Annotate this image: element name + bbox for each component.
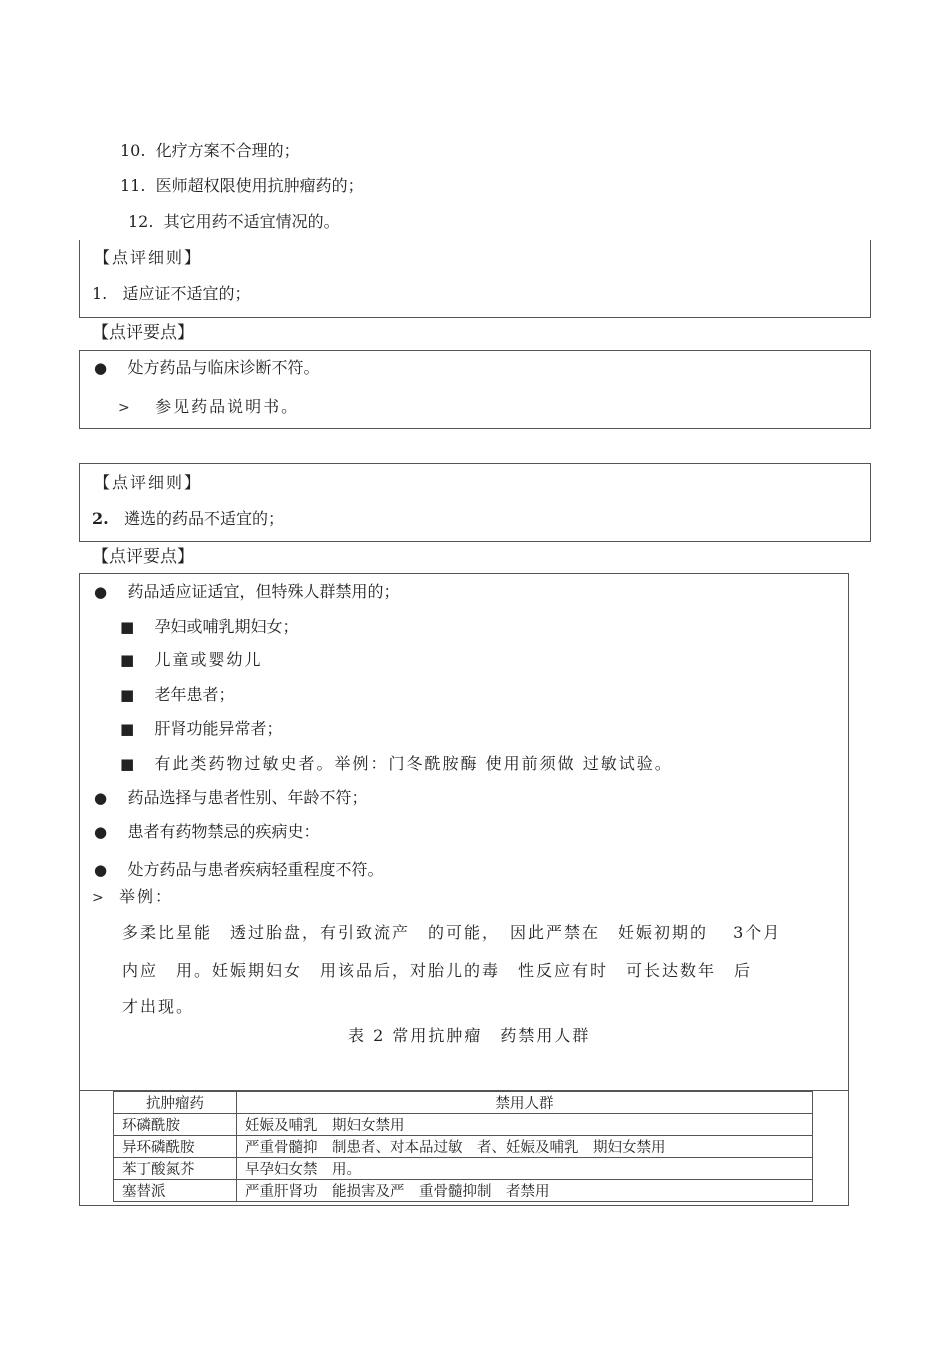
table-row [114,1158,813,1180]
bullet-text: 药品适应证适宜，但特殊人群禁用的； [127,582,400,601]
table-cell-drug: 异环磷酰胺 [114,1136,237,1158]
table-row [114,1136,813,1158]
table-cell-population: 严重肝肾功 能损害及严 重骨髓抑制 者禁用 [237,1180,813,1202]
box-border [870,240,871,318]
rule-number: 1. [92,284,108,303]
list-item-12 [128,209,340,232]
table-cell-drug: 环磷酰胺 [114,1114,237,1136]
table-cell-drug: 塞替派 [114,1180,237,1202]
sub-text: 老年患者； [154,685,235,704]
chevron-right-icon: > [118,400,130,416]
table-header-population: 禁用人群 [237,1092,813,1114]
black-circle-icon: ● [94,823,108,841]
table-cell-drug: 苯丁酸氮芥 [114,1158,237,1180]
black-circle-icon: ● [94,861,108,879]
bullet-item [94,819,319,842]
example-line: 多柔比星能 透过胎盘，有引致流产 的可能， 因此严禁在 妊娠初期的 3个月 [122,923,782,942]
list-item-11 [120,173,364,196]
chevron-right-icon: > [92,890,104,906]
bullet-text: 患者有药物禁忌的疾病史： [127,822,320,841]
list-text: 化疗方案不合理的； [155,141,300,160]
sub-item [120,751,673,774]
bullet-item [94,579,399,602]
black-square-icon: ■ [120,618,135,636]
rule-item [92,506,284,529]
list-number: 12. [128,212,154,231]
sub-item [120,682,235,705]
drug-table [113,1091,813,1202]
rule-item [92,281,251,304]
rule-text: 适应证不适宜的； [122,284,251,303]
bullet-item [94,857,383,880]
table-header-drug: 抗肿瘤药 [114,1092,237,1114]
table-cell-population: 早孕妇女禁 用。 [237,1158,813,1180]
black-circle-icon: ● [94,583,108,601]
rule-heading: 【点评细则】 [94,248,203,267]
black-square-icon: ■ [120,651,135,669]
table-caption: 表 2 常用抗肿瘤 药禁用人群 [348,1026,591,1045]
sub-text: 有此类药物过敏史者。举例：门冬酰胺酶 使用前须做 过敏试验。 [154,754,673,773]
sub-item [120,647,263,670]
box-border [79,240,80,318]
black-square-icon: ■ [120,720,135,738]
table-cell-population: 严重骨髓抑 制患者、对本品过敏 者、妊娠及哺乳 期妇女禁用 [237,1136,813,1158]
sub-text: 肝肾功能异常者； [154,719,283,738]
list-number: 11. [120,176,146,195]
sub-text: 孕妇或哺乳期妇女； [154,617,299,636]
table-row [114,1114,813,1136]
bullet-text: 处方药品与患者疾病轻重程度不符。 [127,860,384,879]
rule-heading: 【点评细则】 [94,473,203,492]
bullet-text: 药品选择与患者性别、年龄不符； [127,788,368,807]
black-square-icon: ■ [120,755,135,773]
black-circle-icon: ● [94,359,108,377]
black-square-icon: ■ [120,686,135,704]
example-label-text: 举例： [119,887,174,906]
example-label [92,884,173,907]
rule-text: 遴选的药品不适宜的； [123,509,284,528]
example-line: 才出现。 [122,997,195,1016]
sub-item [120,716,283,739]
list-item-10 [120,138,300,161]
sub-item [118,394,299,417]
box-border [79,317,871,318]
sub-item [120,614,299,637]
example-line: 内应 用。妊娠期妇女 用该品后，对胎儿的毒 性反应有时 可长达数年 后 [122,961,753,980]
bullet-item [94,785,367,808]
points-heading: 【点评要点】 [92,323,194,343]
list-text: 其它用药不适宜情况的。 [163,212,340,231]
sub-text: 儿童或婴幼儿 [154,650,263,669]
table-row [114,1180,813,1202]
sub-text: 参见药品说明书。 [155,397,300,416]
bullet-item [94,355,319,378]
points-heading: 【点评要点】 [92,547,194,567]
table-header-row [114,1092,813,1114]
bullet-text: 处方药品与临床诊断不符。 [127,358,320,377]
list-text: 医师超权限使用抗肿瘤药的； [155,176,364,195]
black-circle-icon: ● [94,789,108,807]
rule-number: 2. [92,509,109,528]
list-number: 10. [120,141,146,160]
table-cell-population: 妊娠及哺乳 期妇女禁用 [237,1114,813,1136]
